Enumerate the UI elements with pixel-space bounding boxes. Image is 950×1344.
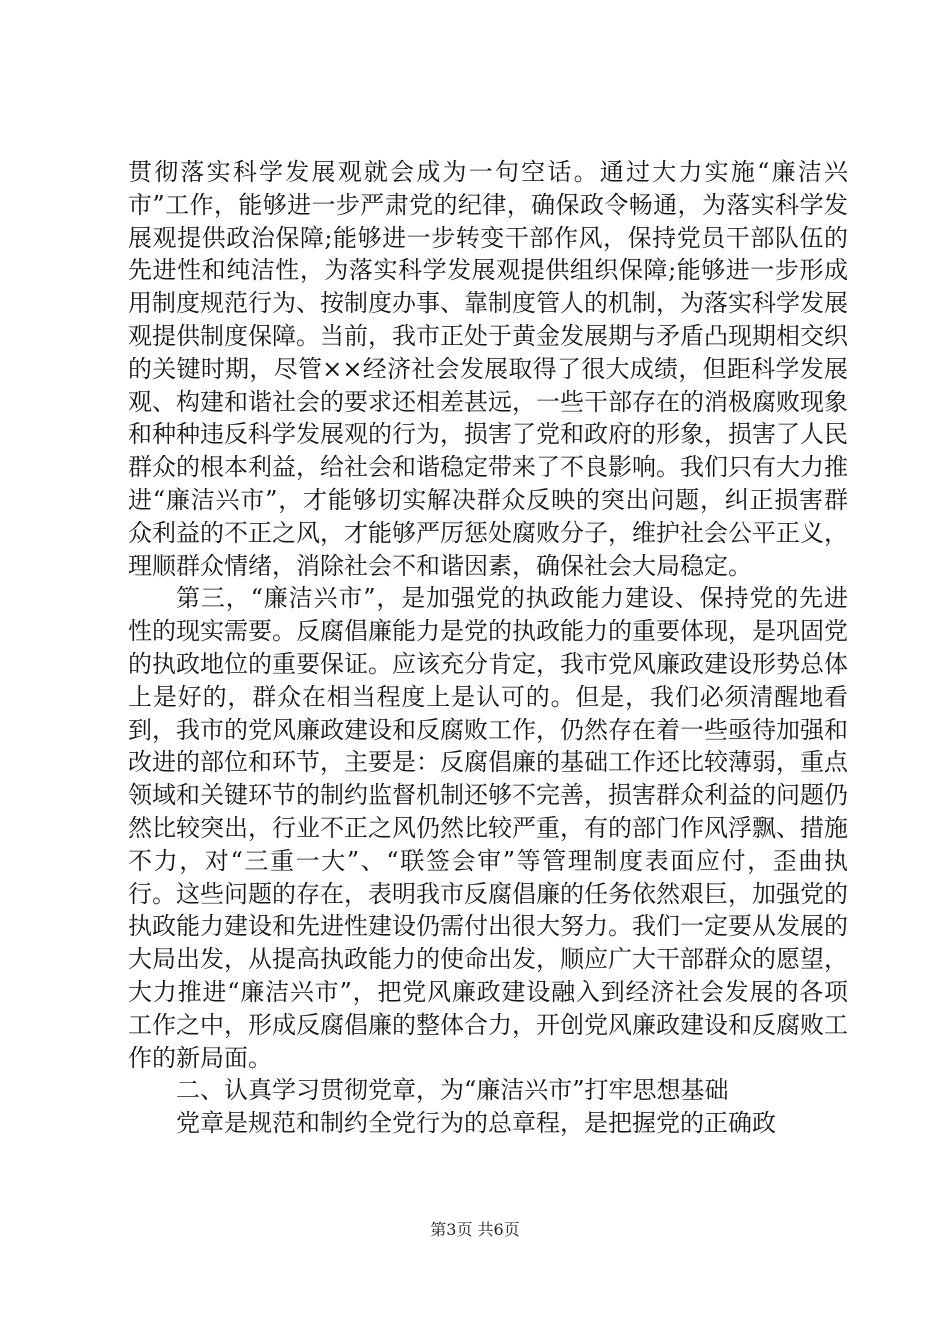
page-number-footer: 第3页 共6页	[430, 1220, 520, 1239]
section-heading: 二、认真学习贯彻党章，为“廉洁兴市”打牢思想基础	[176, 1076, 729, 1105]
document-body	[128, 156, 848, 1140]
paragraph-third-point: 第三，“廉洁兴市”，是加强党的执政能力建设、保持党的先进性的现实需要。反腐倡廉能力是党的执政能力的重要体现，是巩固党的执政地位的重要保证。应该充分肯定，我市党风廉政建设形势总体上是好的，群众在相当程度上是认可的。但是，我们必须清醒地看到，我市的党风廉政建设和反腐败工作，仍然存在着一些亟待加强和改进的部位和环节，主要是：反腐倡廉的基础工作还比较薄弱，重点领域和关键环节的制约监督机制还够不完善，损害群众利益的问题仍然比较突出，行业不正之风仍然比较严重，有的部门作风浮飘、措施不力，对“三重一大”、“联签会审”等管理制度表面应付，歪曲执行。这些问题的存在，表明我市反腐倡廉的任务依然艰巨，加强党的执政能力建设和先进性建设仍需付出很大努力。我们一定要从发展的大局出发，从提高执政能力的使命出发，顺应广大干部群众的愿望，大力推进“廉洁兴市”，把党风廉政建设融入到经济社会发展的各项工作之中，形成反腐倡廉的整体合力，开创党风廉政建设和反腐败工作的新局面。	[128, 584, 848, 1072]
paragraph-party-constitution: 党章是规范和制约全党行为的总章程，是把握党的正确政	[176, 1109, 776, 1138]
paragraph-continuation: 贯彻落实科学发展观就会成为一句空话。通过大力实施“廉洁兴市”工作，能够进一步严肃党的纪律，确保政令畅通，为落实科学发展观提供政治保障;能够进一步转变干部作风，保持党员干部队伍的先进性和纯洁性，为落实科学发展观提供组织保障;能够进一步形成用制度规范行为、按制度办事、靠制度管人的机制，为落实科学发展观提供制度保障。当前，我市正处于黄金发展期与矛盾凸现期相交织的关键时期，尽管××经济社会发展取得了很大成绩，但距科学发展观、构建和谐社会的要求还相差甚远，一些干部存在的消极腐败现象和种种违反科学发展观的行为，损害了党和政府的形象，损害了人民群众的根本利益，给社会和谐稳定带来了不良影响。我们只有大力推进“廉洁兴市”，才能够切实解决群众反映的突出问题，纠正损害群众利益的不正之风，才能够严厉惩处腐败分子，维护社会公平正义，理顺群众情绪，消除社会不和谐因素，确保社会大局稳定。	[128, 158, 848, 580]
